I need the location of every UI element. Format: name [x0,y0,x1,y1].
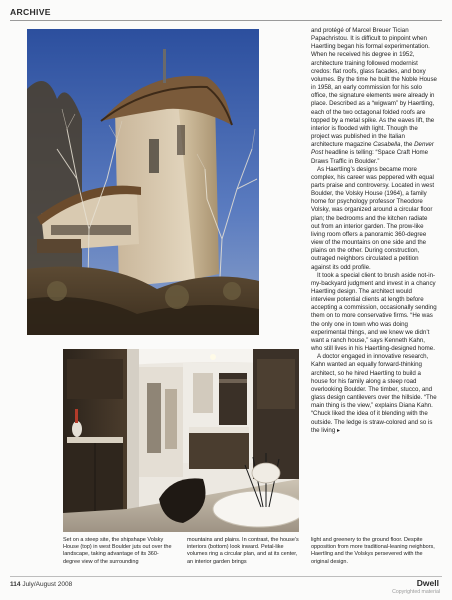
bottom-divider [10,576,442,577]
page-folio [10,581,72,588]
article-paragraph: As Haertling’s designs became more complex, his career was peppered with equal parts praise and controversy. Located in west Boulder, the Volsky House (1964), a family home for psychology professor Theodore Volsky, was organized around a circular floor plan; the bedrooms and the kitchen radiate out from an interior garden. The prow-like living room offers a panoramic 360-degree view of the mountains on one side and the plains on the other. During construction, outraged neighbors circulated a petition against its odd profile. [311,165,435,271]
copyright-notice: Copyrighted material [392,589,440,595]
photo-captions [63,537,437,573]
caption-col-1: Set on a steep site, the shipshape Volsky House (top) in west Boulder juts out over the landscape, taking advantage of its 360-degree view of the surrounding [63,537,172,565]
caption-col-2: mountains and plains. In contrast, the house’s interiors (bottom) look inward. Petal-like volumes ring a circular plan, and at its center, an interior garden brings [187,537,299,565]
caption-col-3: light and greenery to the ground floor. Despite opposition from more traditional-leaning neighbors, Haertling and the Volskys persevered with the original design. [311,537,435,565]
article-paragraph: A doctor engaged in innovative research, Kahn wanted an equally forward-thinking architect, so he hired Haertling to build a house for his family along a steep road overlooking Boulder. The timber, stucco, and glass design cantilevers over the hillside. “The main thing is the view,” explains Diana Kahn. “Chuck liked the idea of it blending with the outside. The ledge is straw-colored and so is the living ▸ [311,353,437,434]
interior-kitchen-illustration [63,349,299,532]
magazine-brand: Dwell [416,578,439,588]
page-number: 114 [10,581,21,588]
article-paragraph: It took a special client to brush aside not-in-my-backyard judgment and invest in a chancy Haertling design. The architect would interview potential clients at length before accepting a commission, occasionally sending them on to more conservative firms. “He was the only one in town who was doing experimental things, and we knew we didn’t want a ranch house,” says Kenneth Kahn, who still lives in his Haertling-designed home. [311,271,437,353]
exterior-house-illustration [27,29,259,335]
article-paragraph: and protégé of Marcel Breuer Tician Papachristou. It is difficult to pinpoint when Haertling began his formal experimentation. When he received his degree in 1952, architecture training followed modernist credos: flat roofs, glass facades, and boxy volumes. By the time he built the Noble House in 1958, an early commission for his solo office, the signature elements were already in place. Described as a “wigwam” by Haertling, each of the two octagonal folded roofs are topped by a metal spike. As the eaves lift, the interior is flooded with light. Though the project was published in the Italian architecture magazine Casabella, the Denver Post headline is telling: “Space Craft Home Draws Traffic in Boulder.” [311,27,437,165]
article-text-column [311,27,437,435]
section-label: ARCHIVE [10,7,51,17]
top-divider [10,20,442,21]
exterior-house-photo [27,29,259,335]
issue-date: July/August 2008 [22,581,73,588]
interior-kitchen-photo [63,349,299,532]
